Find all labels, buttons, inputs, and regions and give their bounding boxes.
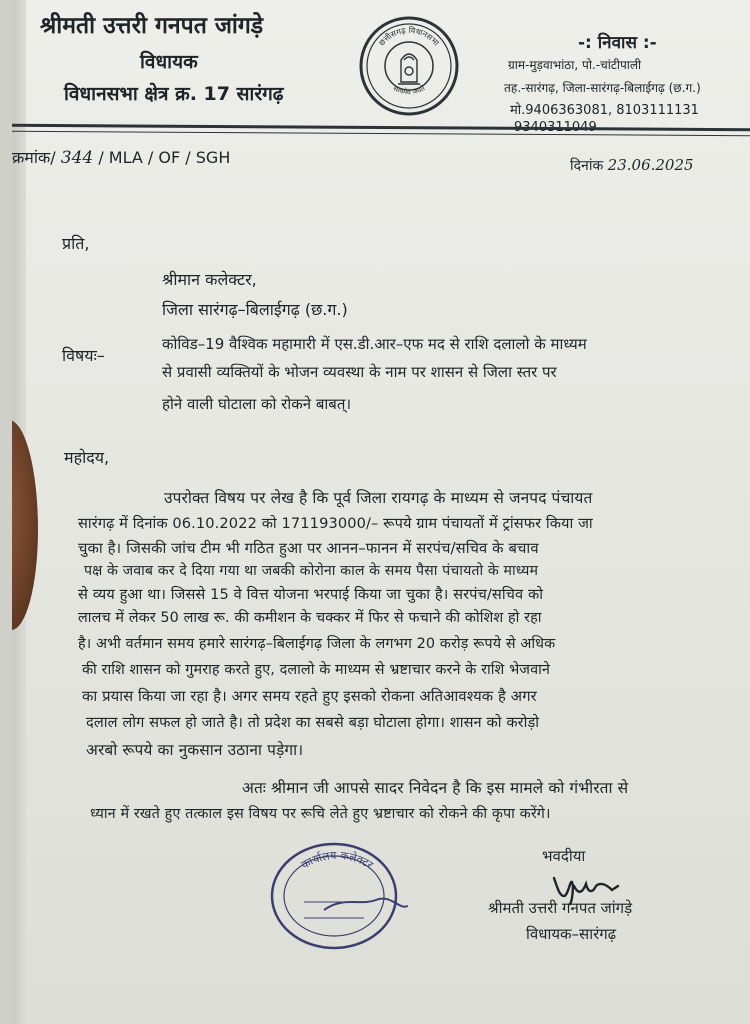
recipient-line: जिला सारंगढ़–बिलाईगढ़ (छ.ग.) bbox=[162, 300, 348, 319]
letter-page bbox=[12, 0, 750, 1024]
date-label: दिनांक bbox=[570, 158, 604, 174]
collector-office-stamp bbox=[264, 836, 410, 952]
date-handwritten-value: 23.06.2025 bbox=[607, 156, 694, 174]
subject-line: होने वाली घोटाला को रोकने बाबत्। bbox=[162, 395, 352, 413]
photographer-thumb bbox=[12, 420, 38, 630]
signatory-name: श्रीमती उत्तरी गनपत जांगड़े bbox=[488, 899, 633, 917]
body-line: पक्ष के जवाब कर दे दिया गया था जबकी कोरोना काल के समय पैसा पंचायतो के माध्यम bbox=[84, 563, 539, 579]
body-line: चुका है। जिसकी जांच टीम भी गठित हुआ पर आनन–फानन में सरपंच/सचिव के बचाव bbox=[78, 540, 539, 557]
body-line: लालच में लेकर 50 लाख रू. की कमीशन के चक्कर में फिर से फचाने की कोशिश हो रहा bbox=[78, 610, 542, 626]
residence-phone-line: मो.9406363081, 8103111131 bbox=[510, 103, 699, 118]
body-line: दलाल लोग सफल हो जाते है। तो प्रदेश का सबसे बड़ा घोटाला होगा। शासन को करोड़ो bbox=[86, 714, 540, 731]
letter-date bbox=[570, 156, 694, 175]
recipient-line: श्रीमान कलेक्टर, bbox=[162, 270, 257, 289]
body-line: से व्यय हुआ था। जिससे 15 वे वित्त योजना भरपाई किया जा चुका है। सरपंच/सचिव को bbox=[78, 586, 544, 603]
letterhead-role: विधायक bbox=[140, 51, 198, 73]
assembly-seal-emblem bbox=[356, 14, 462, 118]
residence-address-line: ग्राम-मुड़वाभांठा, पो.-चांटीपाली bbox=[508, 58, 642, 72]
letterhead-name: श्रीमती उत्तरी गनपत जांगड़े bbox=[40, 13, 264, 39]
residence-address-line: तह.-सारंगढ़, जिला-सारंगढ़-बिलाईगढ़ (छ.ग.) bbox=[504, 81, 701, 95]
subject-label: विषयः– bbox=[62, 346, 105, 365]
valediction: भवदीया bbox=[542, 847, 586, 865]
body-line: की राशि शासन को गुमराह करते हुए, दलालो के माध्यम से भ्रष्टाचार करने के राशि भेजवाने bbox=[82, 662, 551, 678]
body-line: का प्रयास किया जा रहा है। अगर समय रहते हुए इसको रोकना अतिआवश्यक है अगर bbox=[82, 688, 537, 705]
letterhead-constituency: विधानसभा क्षेत्र क्र. 17 सारंगढ़ bbox=[64, 83, 284, 105]
seal-text-bottom: सत्यमेव जयते bbox=[391, 84, 427, 97]
body-line: है। अभी वर्तमान समय हमारे सारंगढ़–बिलाईगढ़ जिला के लगभग 20 करोड़ रूपये से अधिक bbox=[78, 636, 556, 652]
body-line: उपरोक्त विषय पर लेख है कि पूर्व जिला रायगढ़ के माध्यम से जनपद पंचायत bbox=[164, 489, 593, 507]
salutation: महोदय, bbox=[64, 448, 110, 467]
closing-line: ध्यान में रखते हुए तत्काल इस विषय पर रूचि लेते हुए भ्रष्टाचार को रोकने की कृपा करेंगे। bbox=[90, 806, 551, 822]
letterhead-rule-thin bbox=[12, 131, 750, 137]
reference-suffix: / MLA / OF / SGH bbox=[98, 148, 231, 167]
reference-label: क्रमांक/ bbox=[12, 148, 56, 167]
recipient-prefix: प्रति, bbox=[62, 234, 90, 253]
reference-number bbox=[12, 146, 230, 168]
body-line: सारंगढ़ में दिनांक 06.10.2022 को 171193000/– रूपये ग्राम पंचायतों में ट्रांसफर किया जा bbox=[78, 515, 593, 532]
reference-handwritten-number: 344 bbox=[60, 148, 94, 168]
body-line: अरबो रूपये का नुकसान उठाना पड़ेगा। bbox=[86, 741, 304, 759]
subject-line: कोविड–19 वैश्विक महामारी में एस.डी.आर–एफ मद से राशि दलालो के माध्यम bbox=[162, 335, 587, 353]
letterhead-rule-thick bbox=[12, 124, 750, 132]
residence-title: -: निवास :- bbox=[578, 33, 657, 53]
seal-text-top: छत्तीसगढ़ विधानसभा bbox=[377, 25, 441, 48]
stamp-text: कार्यालय कलेक्टर bbox=[299, 848, 376, 872]
closing-line: अतः श्रीमान जी आपसे सादर निवेदन है कि इस मामले को गंभीरता से bbox=[242, 779, 629, 797]
subject-line: से प्रवासी व्यक्तियों के भोजन व्यवस्था के नाम पर शासन से जिला स्तर पर bbox=[162, 363, 557, 381]
signatory-designation: विधायक–सारंगढ़ bbox=[526, 925, 617, 943]
